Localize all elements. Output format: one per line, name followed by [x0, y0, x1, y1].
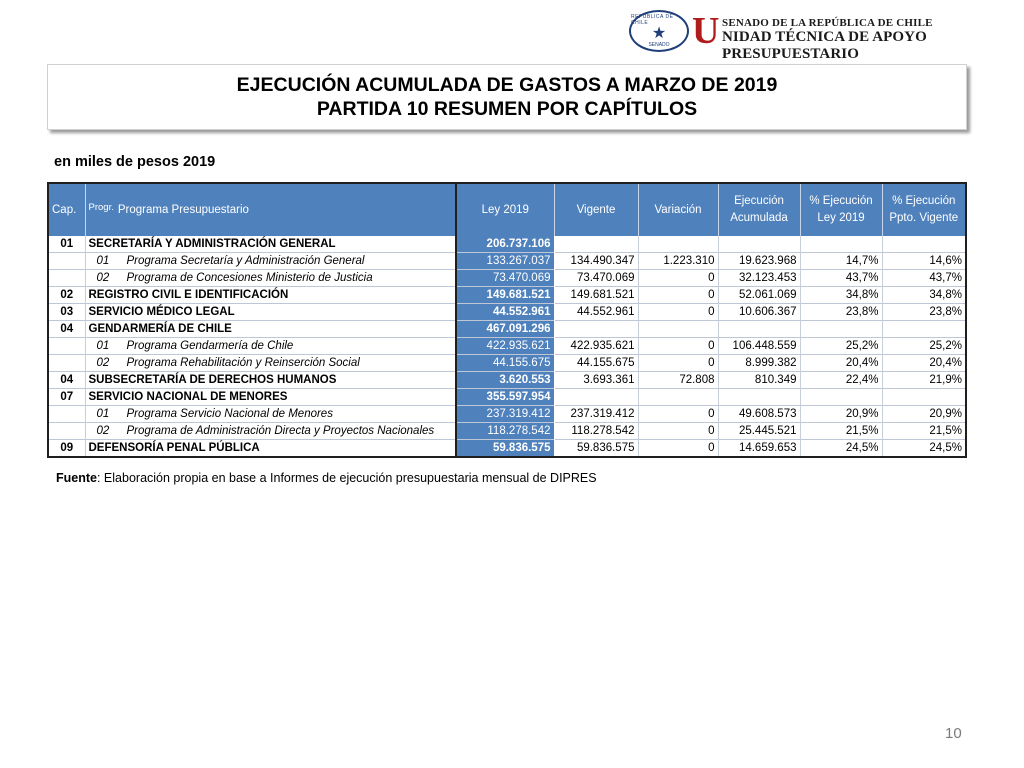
progr-code: 01 [96, 408, 110, 420]
programa-cell [85, 372, 456, 389]
cap-cell: 04 [48, 321, 85, 338]
variacion-cell: 0 [638, 287, 718, 304]
programa-cell [85, 253, 456, 270]
programa-cell [85, 236, 456, 253]
variacion-cell: 0 [638, 423, 718, 440]
vigente-cell: 118.278.542 [554, 423, 638, 440]
programa-name: REGISTRO CIVIL E IDENTIFICACIÓN [88, 289, 289, 301]
variacion-cell: 72.808 [638, 372, 718, 389]
vigente-cell: 44.155.675 [554, 355, 638, 372]
seal-bottom-text: SENADO [648, 42, 670, 48]
ley-cell: 133.267.037 [456, 253, 554, 270]
programa-name: SECRETARÍA Y ADMINISTRACIÓN GENERAL [88, 238, 336, 250]
variacion-cell [638, 321, 718, 338]
col-header-ejecucion [718, 183, 800, 236]
table-row [48, 236, 966, 253]
ley-cell: 206.737.106 [456, 236, 554, 253]
programa-name: SUBSECRETARÍA DE DERECHOS HUMANOS [88, 374, 337, 386]
programa-name: Programa Rehabilitación y Reinserción Social [126, 357, 360, 369]
programa-cell [85, 304, 456, 321]
pct-vigente-cell: 20,9% [882, 406, 966, 423]
cap-cell [48, 338, 85, 355]
progr-code: 02 [96, 357, 110, 369]
col-header-pct-vigente [882, 183, 966, 236]
programa-name: GENDARMERÍA DE CHILE [88, 323, 232, 335]
ejecucion-cell: 810.349 [718, 372, 800, 389]
progr-code: 02 [96, 425, 110, 437]
programa-cell [85, 440, 456, 458]
programa-cell [85, 287, 456, 304]
ley-cell: 3.620.553 [456, 372, 554, 389]
source-note [56, 471, 597, 485]
table-row [48, 423, 966, 440]
ley-cell: 237.319.412 [456, 406, 554, 423]
programa-cell [85, 338, 456, 355]
seal-top-text: REPÚBLICA DE CHILE [631, 14, 674, 26]
cap-cell: 01 [48, 236, 85, 253]
cap-cell: 02 [48, 287, 85, 304]
pct-ley-cell [800, 389, 882, 406]
title-line1: EJECUCIÓN ACUMULADA DE GASTOS A MARZO DE 2019 [236, 74, 778, 96]
pct-ley-cell: 20,9% [800, 406, 882, 423]
pct-ley-cell: 20,4% [800, 355, 882, 372]
vigente-cell: 44.552.961 [554, 304, 638, 321]
vigente-cell: 59.836.575 [554, 440, 638, 458]
variacion-cell: 0 [638, 338, 718, 355]
ejecucion-cell: 14.659.653 [718, 440, 800, 458]
ejecucion-cell: 49.608.573 [718, 406, 800, 423]
col-header-variacion: Variación [638, 183, 718, 236]
pct-vigente-cell: 23,8% [882, 304, 966, 321]
vigente-cell [554, 389, 638, 406]
pct-ley-cell: 23,8% [800, 304, 882, 321]
col-header-ejecucion-l2: Acumulada [730, 212, 788, 224]
vigente-cell: 3.693.361 [554, 372, 638, 389]
senate-seal-logo [629, 10, 689, 52]
progr-code: 01 [96, 255, 110, 267]
title-line2: PARTIDA 10 RESUMEN POR CAPÍTULOS [316, 98, 698, 120]
logo-line2: NIDAD TÉCNICA DE APOYO PRESUPUESTARIO [722, 29, 927, 62]
ley-cell: 59.836.575 [456, 440, 554, 458]
pct-ley-cell: 34,8% [800, 287, 882, 304]
programa-name: Programa Secretaría y Administración General [126, 255, 365, 267]
variacion-cell: 0 [638, 440, 718, 458]
table-row [48, 355, 966, 372]
col-header-pct-ley-l1: % Ejecución [809, 195, 873, 207]
ley-cell: 355.597.954 [456, 389, 554, 406]
pct-ley-cell [800, 236, 882, 253]
variacion-cell: 0 [638, 406, 718, 423]
cap-cell [48, 423, 85, 440]
progr-code: 02 [96, 272, 110, 284]
ejecucion-cell: 8.999.382 [718, 355, 800, 372]
ley-cell: 44.155.675 [456, 355, 554, 372]
ley-cell: 149.681.521 [456, 287, 554, 304]
programa-name: DEFENSORÍA PENAL PÚBLICA [88, 442, 260, 454]
cap-cell [48, 406, 85, 423]
ejecucion-cell [718, 389, 800, 406]
pct-vigente-cell: 21,9% [882, 372, 966, 389]
logo-letter: U [692, 10, 720, 52]
title-box [47, 64, 967, 130]
programa-name: SERVICIO MÉDICO LEGAL [88, 306, 235, 318]
col-header-pct-ley-l2: Ley 2019 [817, 212, 865, 224]
programa-name: Programa Gendarmería de Chile [126, 340, 294, 352]
table-row [48, 253, 966, 270]
variacion-cell: 0 [638, 270, 718, 287]
programa-cell [85, 423, 456, 440]
table-header-row [48, 183, 966, 236]
source-text: : Elaboración propia en base a Informes de ejecución presupuestaria mensual de DIPRES [96, 471, 597, 485]
source-label: Fuente [56, 471, 97, 485]
table-row [48, 440, 966, 458]
programa-cell [85, 321, 456, 338]
star-icon: ★ [651, 25, 667, 42]
ley-cell: 118.278.542 [456, 423, 554, 440]
ejecucion-cell: 10.606.367 [718, 304, 800, 321]
vigente-cell: 134.490.347 [554, 253, 638, 270]
units-label: en miles de pesos 2019 [54, 154, 216, 170]
pct-vigente-cell: 43,7% [882, 270, 966, 287]
budget-table-wrapper [47, 182, 967, 458]
cap-cell: 07 [48, 389, 85, 406]
variacion-cell [638, 236, 718, 253]
table-row [48, 287, 966, 304]
vigente-cell [554, 236, 638, 253]
variacion-cell: 0 [638, 355, 718, 372]
ejecucion-cell: 32.123.453 [718, 270, 800, 287]
cap-cell [48, 270, 85, 287]
table-row [48, 406, 966, 423]
pct-vigente-cell: 34,8% [882, 287, 966, 304]
table-row [48, 389, 966, 406]
pct-vigente-cell: 14,6% [882, 253, 966, 270]
cap-cell: 04 [48, 372, 85, 389]
programa-cell [85, 389, 456, 406]
pct-vigente-cell [882, 389, 966, 406]
pct-vigente-cell [882, 321, 966, 338]
col-header-programa [85, 183, 456, 236]
col-header-vigente: Vigente [554, 183, 638, 236]
programa-name: Programa Servicio Nacional de Menores [126, 408, 333, 420]
ley-cell: 73.470.069 [456, 270, 554, 287]
col-header-pct-ley [800, 183, 882, 236]
table-row [48, 304, 966, 321]
ley-cell: 467.091.296 [456, 321, 554, 338]
pct-vigente-cell: 21,5% [882, 423, 966, 440]
ejecucion-cell: 19.623.968 [718, 253, 800, 270]
cap-cell [48, 355, 85, 372]
vigente-cell: 237.319.412 [554, 406, 638, 423]
table-row [48, 270, 966, 287]
page-number: 10 [945, 725, 962, 742]
vigente-cell: 149.681.521 [554, 287, 638, 304]
cap-cell [48, 253, 85, 270]
vigente-cell: 422.935.621 [554, 338, 638, 355]
pct-vigente-cell: 24,5% [882, 440, 966, 458]
vigente-cell: 73.470.069 [554, 270, 638, 287]
programa-cell [85, 406, 456, 423]
pct-ley-cell: 43,7% [800, 270, 882, 287]
logo-line1: SENADO DE LA REPÚBLICA DE CHILE [722, 17, 933, 29]
ejecucion-cell: 52.061.069 [718, 287, 800, 304]
col-header-ejecucion-l1: Ejecución [734, 195, 784, 207]
pct-ley-cell [800, 321, 882, 338]
table-row [48, 321, 966, 338]
variacion-cell: 0 [638, 304, 718, 321]
pct-ley-cell: 14,7% [800, 253, 882, 270]
pct-vigente-cell: 25,2% [882, 338, 966, 355]
col-header-pct-vig-l1: % Ejecución [892, 195, 956, 207]
col-header-ley: Ley 2019 [456, 183, 554, 236]
pct-ley-cell: 22,4% [800, 372, 882, 389]
col-header-progr: Progr. [88, 201, 114, 213]
cap-cell: 03 [48, 304, 85, 321]
vigente-cell [554, 321, 638, 338]
cap-cell: 09 [48, 440, 85, 458]
programa-name: SERVICIO NACIONAL DE MENORES [88, 391, 288, 403]
pct-ley-cell: 21,5% [800, 423, 882, 440]
pct-ley-cell: 25,2% [800, 338, 882, 355]
pct-ley-cell: 24,5% [800, 440, 882, 458]
table-row [48, 372, 966, 389]
table-body [48, 236, 966, 457]
table-row [48, 338, 966, 355]
programa-cell [85, 355, 456, 372]
programa-name: Programa de Concesiones Ministerio de Justicia [126, 272, 373, 284]
programa-name: Programa de Administración Directa y Proyectos Nacionales [126, 425, 435, 437]
budget-table [47, 182, 967, 458]
pct-vigente-cell: 20,4% [882, 355, 966, 372]
ley-cell: 422.935.621 [456, 338, 554, 355]
pct-vigente-cell [882, 236, 966, 253]
progr-code: 01 [96, 340, 110, 352]
ejecucion-cell [718, 236, 800, 253]
ejecucion-cell [718, 321, 800, 338]
variacion-cell: 1.223.310 [638, 253, 718, 270]
variacion-cell [638, 389, 718, 406]
col-header-cap: Cap. [48, 183, 85, 236]
col-header-pct-vig-l2: Ppto. Vigente [889, 212, 959, 224]
ejecucion-cell: 106.448.559 [718, 338, 800, 355]
ley-cell: 44.552.961 [456, 304, 554, 321]
ejecucion-cell: 25.445.521 [718, 423, 800, 440]
programa-cell [85, 270, 456, 287]
col-header-programa-label: Programa Presupuestario [117, 203, 249, 216]
